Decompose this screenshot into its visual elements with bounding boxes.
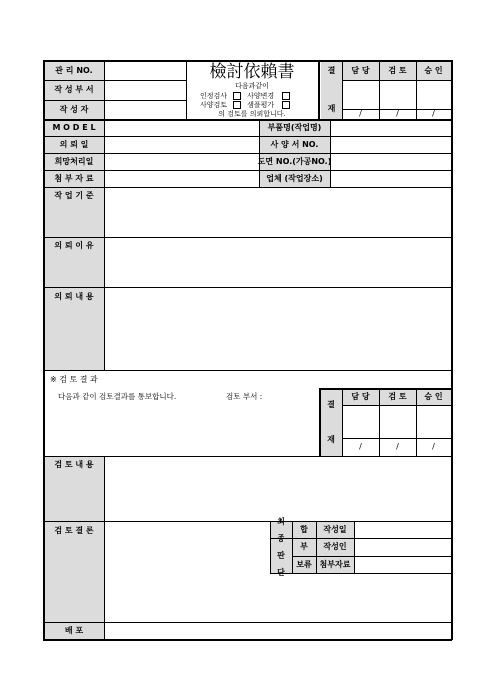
grid-line-h <box>43 80 186 81</box>
grid-line-v <box>451 60 453 640</box>
approval2-col-charge: 담 당 <box>342 388 379 405</box>
attach-field[interactable] <box>104 170 259 187</box>
request-date-field[interactable] <box>104 136 259 153</box>
written-date-label: 작성일 <box>316 521 354 538</box>
approval2-date-charge[interactable]: / <box>359 442 362 451</box>
approval-date-approve[interactable]: / <box>432 109 435 118</box>
content-label: 의 뢰 내 용 <box>54 292 94 301</box>
checkbox-spec-change[interactable] <box>282 92 290 100</box>
hope-date-field[interactable] <box>104 153 259 170</box>
grid-line-h <box>342 438 452 439</box>
part-name-label: 부품명(작업명) <box>259 120 330 136</box>
grid-line-v <box>43 60 45 640</box>
mgmt-no-field[interactable] <box>104 61 186 80</box>
approval-col-review: 검 토 <box>379 61 416 80</box>
grid-line-v <box>104 187 105 370</box>
grid-line-h <box>342 405 452 406</box>
work-std-label: 작 업 기 준 <box>54 191 94 200</box>
grid-line-v <box>319 388 321 456</box>
company-label: 업체 (작업장소) <box>259 170 330 187</box>
conclusion-label: 검 토 결 론 <box>54 526 94 535</box>
model-label: M O D E L <box>44 120 104 136</box>
title-subtitle: 다음과같이 <box>235 82 269 90</box>
approval-label-bottom: 재 <box>321 98 342 119</box>
writer-field[interactable] <box>104 100 186 120</box>
conclusion-extra-field[interactable] <box>270 573 451 622</box>
grid-line-v <box>104 60 105 120</box>
writer-label: 작 성 자 <box>44 100 104 120</box>
grid-line-v <box>354 521 355 573</box>
approval-col-charge: 담 당 <box>342 61 379 80</box>
written-by-field[interactable] <box>354 538 451 556</box>
distribution-field[interactable] <box>104 622 451 639</box>
reason-field[interactable] <box>104 237 451 287</box>
attachments-label: 첨부자료 <box>316 556 354 573</box>
grid-line-v <box>259 120 260 187</box>
grid-line-v <box>104 456 105 640</box>
mgmt-no-label: 관 리 NO. <box>44 61 104 80</box>
conclusion-field[interactable] <box>104 521 270 622</box>
grid-line-h <box>270 573 452 574</box>
spec-no-field[interactable] <box>330 136 451 153</box>
approval2-col-review: 검 토 <box>379 388 416 405</box>
approval2-label-bottom: 재 <box>327 435 335 444</box>
written-by-label: 작성인 <box>316 538 354 556</box>
checkbox-inspection[interactable] <box>233 92 241 100</box>
review-content-label: 검 토 내 용 <box>54 460 94 469</box>
grid-line-v <box>104 120 105 187</box>
grid-line-h <box>270 538 452 539</box>
result-title: ※ 검 토 결 과 <box>50 375 98 384</box>
check-label-spec-review: 사양검토 <box>200 101 228 109</box>
hold-option[interactable]: 보류 <box>292 556 316 573</box>
final-char-2: 종 <box>277 534 285 543</box>
request-text: 의 검토를 의뢰합니다. <box>218 110 286 118</box>
content-field[interactable] <box>104 287 451 370</box>
grid-line-v <box>379 388 380 456</box>
request-date-label: 의 뢰 일 <box>44 136 104 153</box>
part-name-field[interactable] <box>330 120 451 136</box>
grid-line-v <box>316 521 317 573</box>
grid-line-v <box>318 60 320 120</box>
drawing-no-field[interactable] <box>330 153 451 170</box>
approval-col-approve: 승 인 <box>416 61 451 80</box>
review-content-field[interactable] <box>104 456 451 521</box>
check-row-2 <box>200 101 320 110</box>
grid-line-v <box>416 388 417 456</box>
company-field[interactable] <box>330 170 451 187</box>
work-std-field[interactable] <box>104 187 451 237</box>
checkbox-spec-review[interactable] <box>233 101 241 109</box>
grid-line-h <box>43 622 452 623</box>
check-row-1 <box>200 92 320 101</box>
document-title: 檢討依賴書 <box>209 61 295 82</box>
drawing-no-label: 도면 NO.(가공NO.) <box>259 153 330 170</box>
grid-line-v <box>186 60 187 120</box>
final-char-4: 단 <box>277 568 285 577</box>
result-notice: 다음과 같이 검토결과를 통보합니다. <box>58 391 177 401</box>
checkbox-sample-eval[interactable] <box>282 101 290 109</box>
spec-no-label: 사 양 서 NO. <box>259 136 330 153</box>
grid-line-h <box>319 388 452 390</box>
grid-line-v <box>270 521 271 573</box>
written-date-field[interactable] <box>354 521 451 538</box>
review-dept-label: 검토 부서 : <box>226 391 263 401</box>
approval-label-fill <box>321 81 342 98</box>
approval-date-charge[interactable]: / <box>359 109 362 118</box>
grid-line-v <box>416 60 417 120</box>
approval-date-review[interactable]: / <box>396 109 399 118</box>
approval2-col-approve: 승 인 <box>416 388 451 405</box>
approval2-label-top: 결 <box>327 400 335 409</box>
grid-line-h <box>43 100 186 101</box>
grid-line-v <box>292 521 293 573</box>
model-field[interactable] <box>104 120 259 136</box>
approval2-date-review[interactable]: / <box>396 442 399 451</box>
grid-line-h <box>342 109 452 110</box>
attach-label: 첨 부 자 료 <box>44 170 104 187</box>
check-label-inspection: 인정검사 <box>200 92 228 100</box>
grid-line-v <box>342 60 343 120</box>
grid-line-h <box>342 80 452 81</box>
dept-label: 작 성 부 서 <box>44 80 104 100</box>
pass-option[interactable]: 합 <box>292 521 316 538</box>
grid-line-v <box>379 60 380 120</box>
dept-field[interactable] <box>104 80 186 100</box>
final-judgement-label <box>270 517 292 577</box>
reason-label: 의 뢰 이 유 <box>54 241 94 250</box>
grid-line-v <box>342 388 343 456</box>
approval2-date-approve[interactable]: / <box>432 442 435 451</box>
check-label-spec-change: 사양변경 <box>247 92 275 100</box>
grid-line-h <box>292 556 452 557</box>
fail-option[interactable]: 부 <box>292 538 316 556</box>
attachments-field[interactable] <box>354 556 451 573</box>
hope-date-label: 희망처리일 <box>44 153 104 170</box>
final-char-1: 최 <box>277 517 285 526</box>
grid-line-h <box>43 370 452 371</box>
grid-line-v <box>330 120 331 187</box>
final-char-3: 판 <box>277 551 285 560</box>
approval-label-top: 결 <box>321 61 342 81</box>
check-label-sample-eval: 샘플평가 <box>247 101 275 109</box>
distribution-label: 배 포 <box>44 622 104 639</box>
